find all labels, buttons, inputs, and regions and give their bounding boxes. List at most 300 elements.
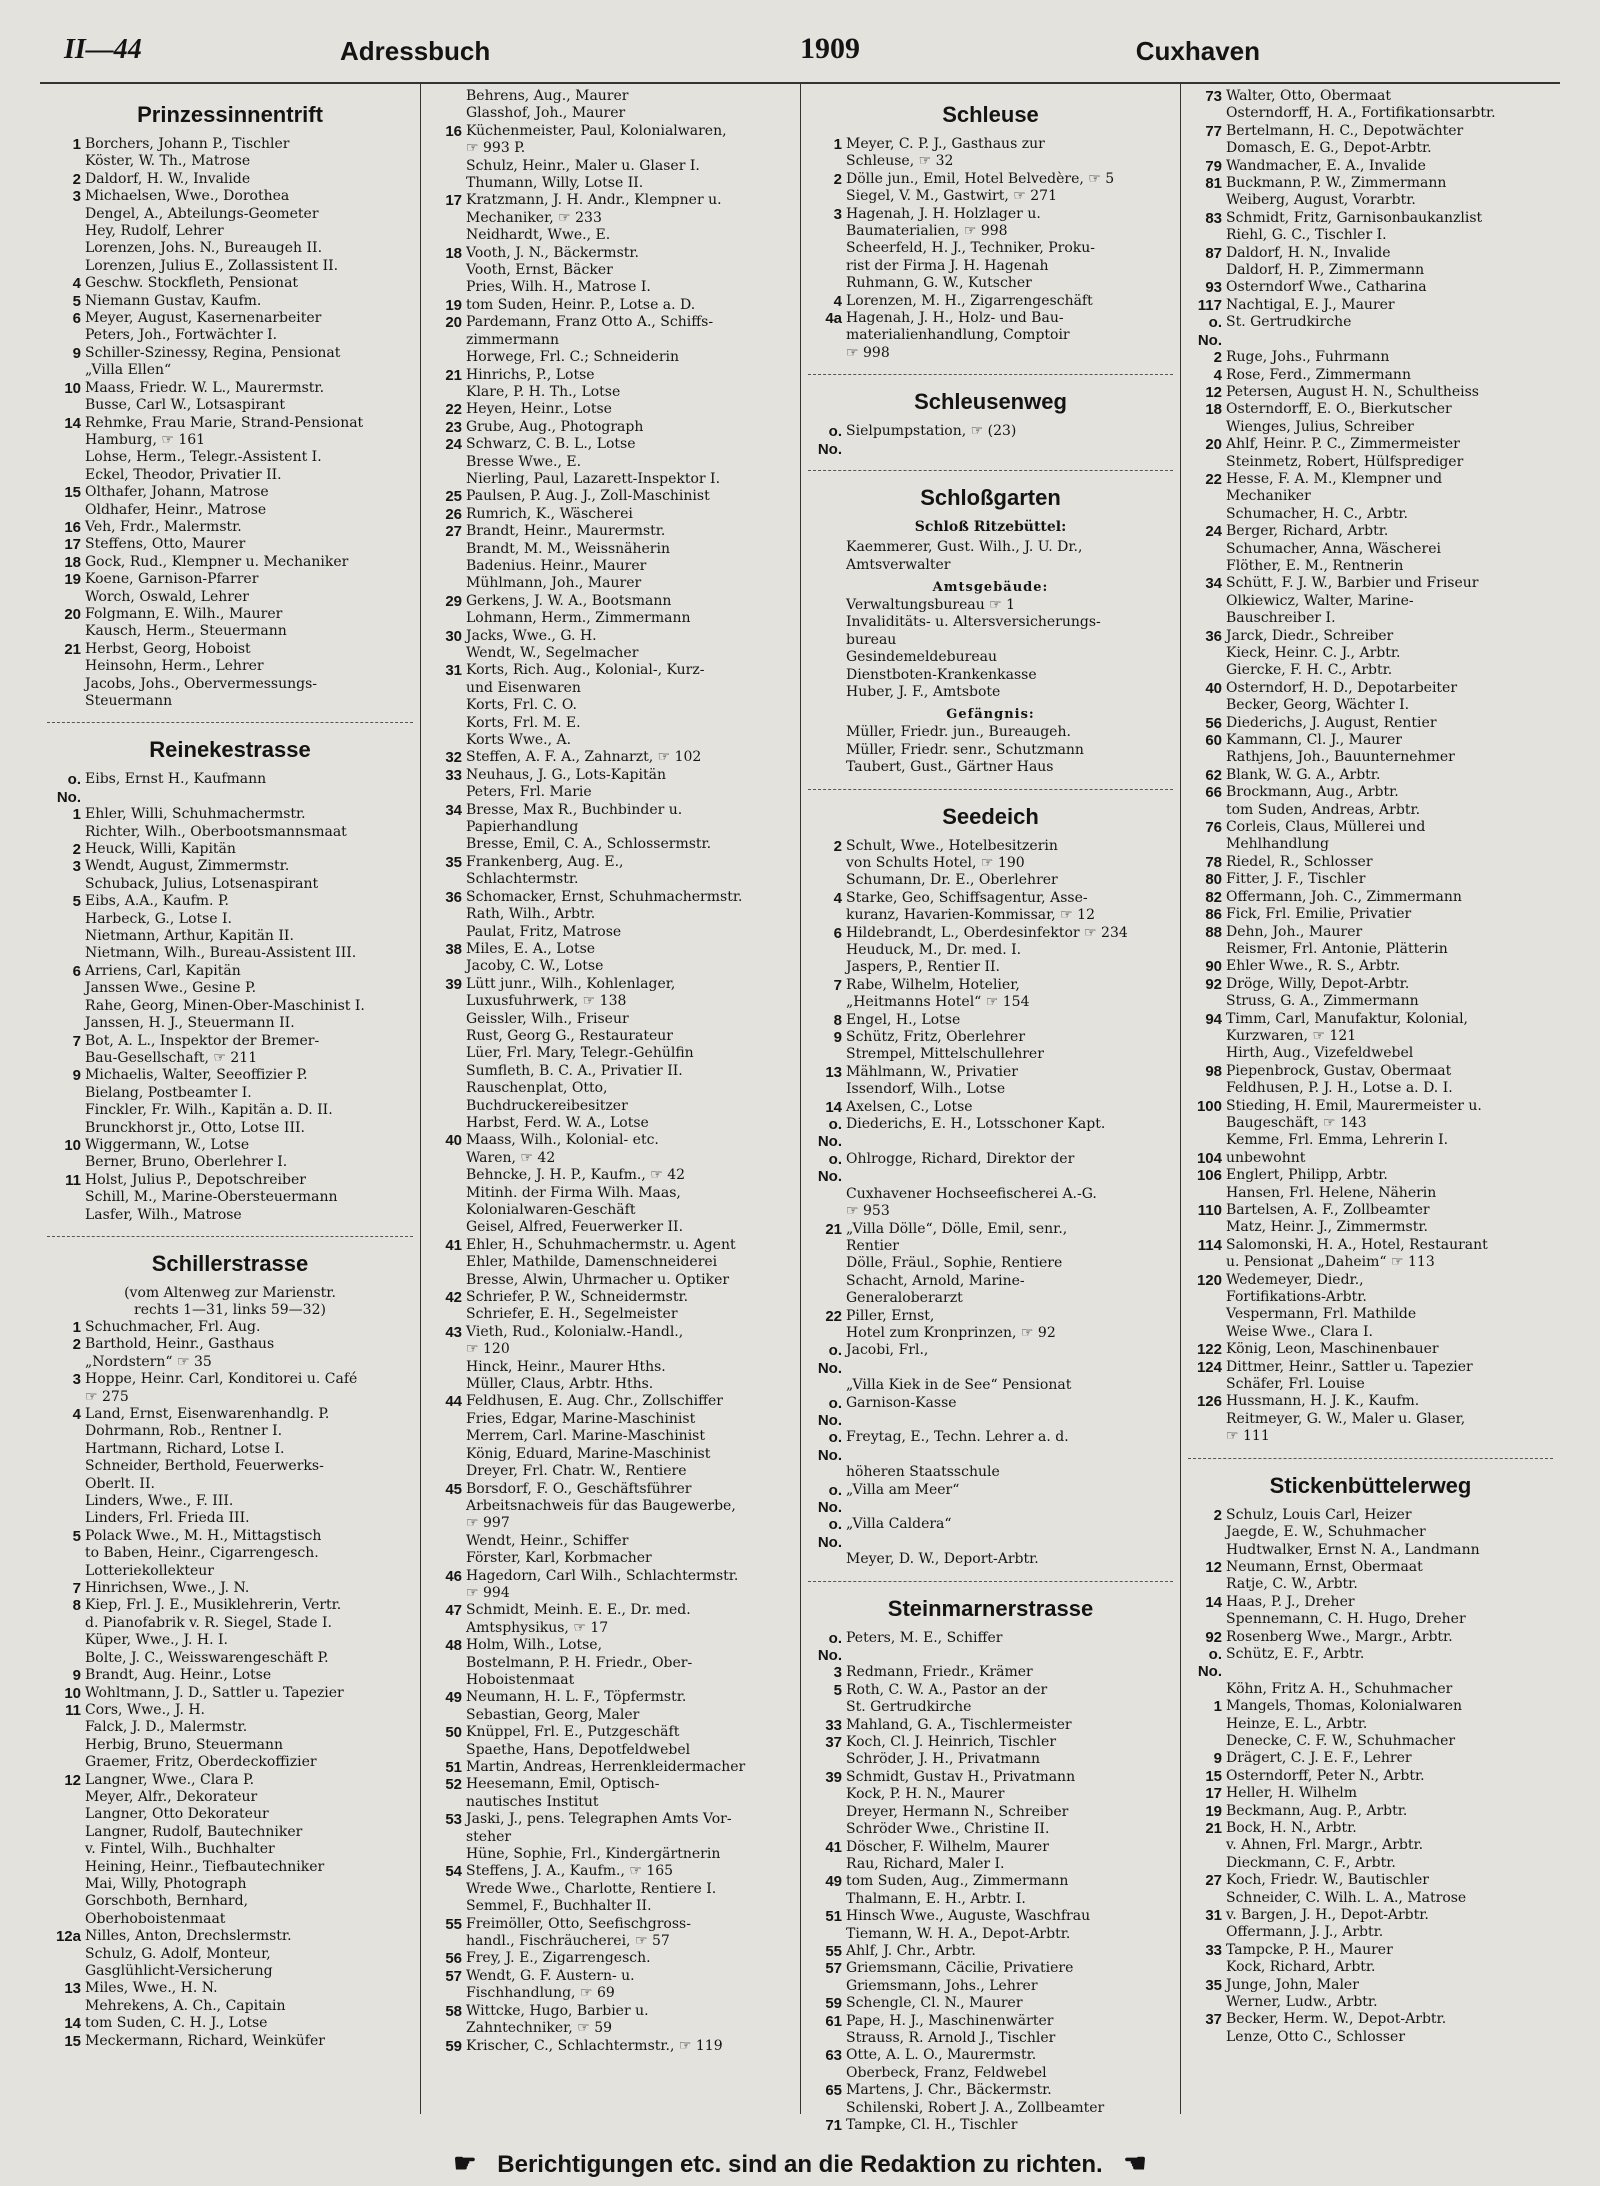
subsection-heading: Schloß Ritzebüttel: [914, 519, 1067, 536]
house-number [808, 907, 846, 924]
house-number [428, 1359, 466, 1376]
house-number: 33 [445, 766, 462, 784]
directory-entry [808, 188, 1173, 205]
house-number: 21 [64, 640, 81, 658]
directory-entry [808, 855, 1173, 872]
directory-entry [428, 123, 793, 140]
house-number: 1 [1213, 1698, 1222, 1716]
directory-entry [1188, 976, 1553, 993]
directory-entry [428, 575, 793, 592]
directory-entry [428, 454, 793, 471]
house-number [1188, 1994, 1226, 2011]
house-number [1188, 593, 1226, 610]
directory-entry [1188, 1837, 1553, 1854]
directory-entry [47, 1406, 413, 1423]
resident-text: Frey, J. E., Zigarrengesch. [466, 1950, 651, 1967]
directory-entry [428, 1028, 793, 1045]
house-number [1188, 610, 1226, 627]
book-title: Adressbuch [340, 36, 491, 66]
resident-text: Feldhusen, E. Aug. Chr., Zollschiffer [466, 1393, 723, 1410]
directory-entry [47, 223, 413, 240]
resident-text: Fortifikations-Arbtr. [1226, 1289, 1367, 1306]
resident-text: Borsdorf, F. O., Geschäftsführer [466, 1480, 692, 1497]
house-number [808, 1325, 846, 1342]
directory-entry [428, 1080, 793, 1097]
directory-entry [808, 2065, 1173, 2082]
house-number [1188, 1376, 1226, 1393]
house-number: 17 [445, 192, 462, 210]
directory-entry [428, 1724, 793, 1741]
directory-entry [1188, 854, 1553, 871]
resident-text: v. Fintel, Wilh., Buchhalter [85, 1841, 275, 1858]
directory-entry [428, 88, 793, 105]
directory-entry [1188, 1237, 1553, 1254]
directory-entry [47, 1893, 413, 1910]
directory-entry [428, 558, 793, 575]
house-number [1188, 1611, 1226, 1628]
directory-entry [808, 890, 1173, 907]
resident-text: Baugeschäft, ☞ 143 [1226, 1114, 1367, 1131]
resident-text: Nierling, Paul, Lazarett-Inspektor I. [466, 470, 721, 487]
house-number: 18 [64, 553, 81, 571]
directory-entry [808, 1664, 1173, 1681]
resident-text: Bresse, Alwin, Uhrmacher u. Optiker [466, 1271, 730, 1288]
house-number: 56 [445, 1950, 462, 1968]
directory-entry [808, 1926, 1173, 1943]
directory-entry [428, 1602, 793, 1619]
house-number [428, 1254, 466, 1271]
directory-entry [808, 1769, 1173, 1786]
resident-text: Arriens, Carl, Kapitän [85, 962, 241, 979]
directory-entry [1188, 784, 1553, 801]
directory-entry [1188, 1768, 1553, 1785]
house-number [1188, 1254, 1226, 1271]
house-number [428, 175, 466, 192]
resident-text: Heining, Heinr., Tiefbautechniker [85, 1858, 325, 1875]
directory-entry [1188, 1959, 1553, 1976]
resident-text: Bolte, J. C., Weisswarengeschäft P. [85, 1649, 329, 1666]
resident-text: Steuermann [85, 693, 173, 709]
resident-text: Küper, Wwe., J. H. I. [85, 1632, 228, 1649]
resident-text: Hesse, F. A. M., Klempner und [1226, 470, 1443, 487]
house-number [1188, 488, 1226, 505]
footer-notice [0, 2148, 1600, 2179]
resident-text: Schill, M., Marine-Obersteuermann [85, 1189, 338, 1206]
directory-entry [1188, 297, 1553, 314]
directory-entry [47, 397, 413, 414]
house-number: 2 [1213, 1506, 1222, 1524]
directory-entry [1188, 628, 1553, 645]
house-number [808, 240, 846, 257]
directory-entry [808, 171, 1173, 188]
house-number: 54 [445, 1863, 462, 1881]
house-number: 21 [825, 1220, 842, 1238]
directory-entry [47, 275, 413, 292]
house-number [1188, 1837, 1226, 1854]
house-number [428, 1341, 466, 1358]
house-number: 31 [445, 662, 462, 680]
resident-text: Hagedorn, Carl Wilh., Schlachtermstr. [466, 1567, 739, 1584]
house-number: 6 [833, 924, 842, 942]
directory-entry [1188, 941, 1553, 958]
resident-text: Brandt, Aug. Heinr., Lotse [85, 1667, 272, 1684]
directory-entry [428, 1898, 793, 1915]
house-number [1188, 1890, 1226, 1907]
resident-text: „Heitmanns Hotel“ ☞ 154 [846, 994, 1030, 1011]
resident-text: Mangels, Thomas, Kolonialwaren [1226, 1698, 1463, 1715]
resident-text: Semmel, F., Buchhalter II. [466, 1898, 652, 1915]
resident-text: Bot, A. L., Inspektor der Bremer- [85, 1032, 320, 1049]
resident-text: Griemsmann, Johs., Lehrer [846, 1977, 1038, 1994]
directory-entry [428, 2020, 793, 2037]
resident-text: Jaspers, P., Rentier II. [846, 959, 1000, 976]
house-number: 4 [833, 292, 842, 310]
directory-entry [808, 1116, 1173, 1151]
directory-entry [808, 1908, 1173, 1925]
house-number [1188, 1428, 1226, 1445]
directory-entry [47, 171, 413, 188]
directory-entry [1188, 384, 1553, 401]
house-number: 57 [445, 1967, 462, 1985]
resident-text: Zahntechniker, ☞ 59 [466, 2020, 613, 2037]
resident-text: Englert, Philipp, Arbtr. [1226, 1167, 1388, 1184]
house-number [1188, 1959, 1226, 1976]
directory-entry [1188, 1254, 1553, 1271]
section-divider [808, 374, 1173, 375]
house-number: o. No. [817, 1429, 842, 1464]
house-number [428, 784, 466, 801]
house-number: 10 [64, 1136, 81, 1154]
resident-text: Vooth, Ernst, Bäcker [466, 262, 613, 279]
house-number [1188, 1924, 1226, 1941]
house-number [808, 1377, 846, 1394]
resident-text: Maass, Wilh., Kolonial- etc. [466, 1132, 659, 1149]
house-number: 35 [445, 853, 462, 871]
directory-entry [808, 1734, 1173, 1751]
house-number: 120 [1196, 1271, 1222, 1289]
section-divider [808, 789, 1173, 790]
directory-entry [1188, 1977, 1553, 1994]
directory-entry [428, 1254, 793, 1271]
directory-entry [808, 1978, 1173, 1995]
resident-text: Fick, Frl. Emilie, Privatier [1226, 906, 1412, 923]
house-number [808, 1273, 846, 1290]
resident-text: Spennemann, C. H. Hugo, Dreher [1226, 1611, 1466, 1628]
house-number: 80 [1205, 871, 1222, 889]
resident-text: „Villa Ellen“ [85, 362, 172, 379]
resident-text: höheren Staatsschule [846, 1464, 1000, 1481]
directory-entry [47, 1911, 413, 1928]
house-number: 36 [445, 888, 462, 906]
house-number [808, 1203, 846, 1220]
subsection-heading: Gefängnis: [946, 707, 1035, 723]
house-number [428, 2020, 466, 2037]
directory-entry [428, 732, 793, 749]
directory-entry [808, 838, 1173, 855]
resident-text: Dölle jun., Emil, Hotel Belvedère, ☞ 5 [846, 170, 1115, 187]
house-number [428, 1515, 466, 1532]
house-number [808, 855, 846, 872]
section-divider [1188, 1458, 1553, 1459]
directory-entry [428, 1742, 793, 1759]
directory-entry [47, 362, 413, 379]
resident-text: Brandt, M. M., Weissnäherin [466, 540, 670, 557]
resident-text: St. Gertrudkirche [1226, 314, 1352, 331]
directory-entry [47, 658, 413, 675]
house-number: 44 [445, 1393, 462, 1411]
house-number [47, 1085, 85, 1102]
resident-text: Bresse, Emil, C. A., Schlossermstr. [466, 836, 712, 853]
directory-entry [428, 1689, 793, 1706]
resident-text: Gasglühlicht-Versicherung [85, 1963, 273, 1979]
house-number: 9 [833, 1029, 842, 1047]
directory-entry [428, 1794, 793, 1811]
resident-text: Paulat, Fritz, Matrose [466, 923, 622, 940]
resident-text: Grube, Aug., Photograph [466, 418, 644, 435]
directory-entry [1188, 1080, 1553, 1097]
resident-text: Bresse Wwe., E. [466, 453, 582, 470]
house-number: 100 [1196, 1097, 1222, 1115]
resident-text: Thumann, Willy, Lotse II. [466, 175, 644, 192]
directory-entry [47, 258, 413, 275]
directory-entry [808, 742, 1173, 759]
resident-text: Badenius. Heinr., Maurer [466, 557, 647, 574]
house-number [428, 1898, 466, 1915]
house-number: 90 [1205, 958, 1222, 976]
directory-entry [808, 1273, 1173, 1290]
resident-text: Bielang, Postbeamter I. [85, 1084, 252, 1101]
resident-text: Lorenzen, Johs. N., Bureaugeh II. [85, 240, 323, 257]
directory-entry [428, 175, 793, 192]
directory-entry [47, 467, 413, 484]
year: 1909 [800, 32, 860, 65]
resident-text: Eibs, Ernst H., Kaufmann [85, 771, 267, 788]
resident-text: Schumacher, Anna, Wäscherei [1226, 540, 1441, 557]
resident-text: Hirth, Aug., Vizefeldwebel [1226, 1045, 1414, 1062]
resident-text: Flöther, E. M., Rentnerin [1226, 557, 1404, 574]
resident-text: Kaemmerer, Gust. Wilh., J. U. Dr., [846, 539, 1083, 556]
directory-entry [428, 1376, 793, 1393]
house-number: 15 [1205, 1767, 1222, 1785]
resident-text: Axelsen, C., Lotse [846, 1098, 973, 1115]
house-number: 5 [72, 1527, 81, 1545]
resident-text: Kausch, Herm., Steuermann [85, 623, 287, 640]
house-number [808, 1238, 846, 1255]
subsection-heading: Amtsgebäude: [932, 579, 1049, 595]
house-number [808, 258, 846, 275]
house-number [808, 684, 846, 701]
resident-text: Heesemann, Emil, Optisch- [466, 1776, 660, 1793]
resident-text: Roth, C. W. A., Pastor an der [846, 1681, 1048, 1698]
resident-text: Rumrich, K., Wäscherei [466, 505, 633, 522]
house-number: o. No. [817, 1481, 842, 1516]
resident-text: Koch, Friedr. W., Bautischler [1226, 1872, 1429, 1889]
resident-text: Jacobs, Johs., Obervermessungs- [85, 675, 318, 692]
resident-text: Neumann, Ernst, Obermaat [1226, 1558, 1423, 1575]
directory-entry [47, 1336, 413, 1353]
house-number [47, 449, 85, 466]
directory-entry [47, 136, 413, 153]
directory-entry [428, 384, 793, 401]
house-number [428, 906, 466, 923]
resident-text: Rath, Wilh., Arbtr. [466, 906, 596, 923]
resident-text: Sumfleth, B. C. A., Privatier II. [466, 1062, 683, 1079]
house-number [1188, 749, 1226, 766]
resident-text: ☞ 111 [1226, 1428, 1270, 1445]
house-number: 56 [1205, 714, 1222, 732]
directory-entry [428, 854, 793, 871]
resident-text: Hudtwalker, Ernst N. A., Landmann [1226, 1541, 1480, 1558]
resident-text: Wendt, Heinr., Schiffer [466, 1532, 629, 1549]
house-number: 92 [1205, 975, 1222, 993]
house-number [808, 1290, 846, 1307]
resident-text: ☞ 953 [846, 1203, 890, 1220]
resident-text: Wohltmann, J. D., Sattler u. Tapezier [85, 1684, 344, 1701]
resident-text: Koene, Garnison-Pfarrer [85, 571, 259, 588]
house-number [428, 1463, 466, 1480]
column-1 [40, 84, 420, 2114]
house-number: 49 [825, 1873, 842, 1891]
directory-entry [808, 959, 1173, 976]
directory-entry [47, 1371, 413, 1388]
street-heading: Prinzessinnentrift [137, 102, 323, 127]
house-number [47, 1963, 85, 1980]
directory-entry [47, 1067, 413, 1084]
resident-text: Korts Wwe., A. [466, 732, 572, 749]
resident-text: Fries, Edgar, Marine-Maschinist [466, 1410, 696, 1427]
directory-entry [47, 1719, 413, 1736]
resident-text: Weise Wwe., Clara I. [1226, 1323, 1373, 1340]
house-number [808, 1891, 846, 1908]
directory-entry [47, 1702, 413, 1719]
resident-text: Worch, Oswald, Lehrer [85, 588, 249, 605]
directory-entry [1188, 88, 1553, 105]
house-number [47, 432, 85, 449]
house-number [47, 945, 85, 962]
house-number: 61 [825, 2012, 842, 2030]
house-number: 83 [1205, 209, 1222, 227]
resident-text: Schäfer, Frl. Louise [1226, 1376, 1365, 1393]
directory-entry [428, 436, 793, 453]
directory-entry [1188, 1359, 1553, 1376]
resident-text: Taubert, Gust., Gärtner Haus [846, 759, 1054, 776]
resident-text: Ehler, Mathilde, Damenschneiderei [466, 1254, 718, 1271]
house-number: 71 [825, 2117, 842, 2134]
house-number [1188, 941, 1226, 958]
house-number [1188, 454, 1226, 471]
resident-text: und Eisenwaren [466, 679, 581, 696]
resident-text: materialienhandlung, Comptoir [846, 327, 1070, 344]
house-number [428, 454, 466, 471]
resident-text: Rehmke, Frau Marie, Strand-Pensionat [85, 414, 364, 431]
directory-entry [428, 628, 793, 645]
resident-text: Maass, Friedr. W. L., Maurermstr. [85, 379, 325, 396]
directory-entry [47, 1841, 413, 1858]
resident-text: Dienstboten-Krankenkasse [846, 666, 1037, 683]
directory-entry [428, 1620, 793, 1637]
directory-entry [428, 1272, 793, 1289]
resident-text: Dölle, Fräul., Sophie, Rentiere [846, 1255, 1063, 1272]
house-number: 3 [833, 205, 842, 223]
house-number: 20 [64, 605, 81, 623]
resident-text: Nachtigal, E. J., Maurer [1226, 296, 1395, 313]
resident-text: Daldorf, H. N., Invalide [1226, 244, 1391, 261]
resident-text: Petersen, August H. N., Schultheiss [1226, 383, 1479, 400]
resident-text: Issendorf, Wilh., Lotse [846, 1081, 1006, 1098]
resident-text: Meyer, Alfr., Dekorateur [85, 1788, 258, 1805]
house-number: 27 [1205, 1872, 1222, 1890]
resident-text: Osterndorf, H. D., Depotarbeiter [1226, 679, 1458, 696]
directory-entry [47, 1963, 413, 1980]
directory-entry [808, 1995, 1173, 2012]
directory-entry [428, 1219, 793, 1236]
house-number: 34 [1205, 575, 1222, 593]
resident-text: Jacobi, Frl., [846, 1342, 929, 1359]
directory-entry [808, 206, 1173, 223]
house-number [808, 872, 846, 889]
directory-entry [47, 1458, 413, 1475]
house-number [428, 1672, 466, 1689]
directory-entry [1188, 575, 1553, 592]
house-number: 8 [72, 1597, 81, 1615]
resident-text: Borchers, Johann P., Tischler [85, 136, 290, 152]
directory-entry [47, 1102, 413, 1119]
house-number [428, 1446, 466, 1463]
house-number: 12 [1205, 1558, 1222, 1576]
directory-entry [808, 2117, 1173, 2134]
resident-text: Oberbeck, Franz, Feldwebel [846, 2064, 1047, 2081]
resident-text: Sielpumpstation, ☞ (23) [846, 423, 1017, 440]
house-number [47, 658, 85, 675]
resident-text: Diederichs, J. August, Rentier [1226, 714, 1437, 731]
resident-text: Hussmann, H. J. K., Kaufm. [1226, 1393, 1420, 1410]
house-number [808, 345, 846, 362]
directory-entry [428, 871, 793, 888]
house-number [1188, 1080, 1226, 1097]
directory-entry [47, 1120, 413, 1137]
house-number [428, 1202, 466, 1219]
directory-entry [808, 2030, 1173, 2047]
house-number [808, 2030, 846, 2047]
house-number: o. No. [56, 771, 81, 806]
house-number [808, 1699, 846, 1716]
footer-text: Berichtigungen etc. sind an die Redaktion zu richten. [497, 2151, 1103, 2178]
house-number: 4 [72, 1406, 81, 1423]
directory-entry [1188, 1272, 1553, 1289]
house-number: 9 [1213, 1750, 1222, 1768]
house-number: 6 [72, 962, 81, 980]
resident-text: Nilles, Anton, Drechslermstr. [85, 1928, 292, 1945]
directory-entry [47, 1545, 413, 1562]
directory-entry [428, 802, 793, 819]
house-number [808, 2100, 846, 2117]
directory-entry [47, 1015, 413, 1032]
house-number [428, 1045, 466, 1062]
house-number [47, 206, 85, 223]
resident-text: Schütz, E. F., Arbtr. [1226, 1645, 1365, 1662]
house-number [1188, 1289, 1226, 1306]
house-number [808, 539, 846, 556]
resident-text: Rathjens, Joh., Bauunternehmer [1226, 749, 1455, 766]
street-note: (vom Altenweg zur Marienstr. [124, 1284, 336, 1301]
directory-entry [1188, 349, 1553, 366]
house-number: 26 [445, 505, 462, 523]
directory-entry [1188, 1907, 1553, 1924]
house-number: 16 [445, 122, 462, 140]
house-number [47, 1102, 85, 1119]
street-note: rechts 1—31, links 59—32) [134, 1301, 326, 1318]
resident-text: Geisel, Alfred, Feuerwerker II. [466, 1219, 684, 1236]
